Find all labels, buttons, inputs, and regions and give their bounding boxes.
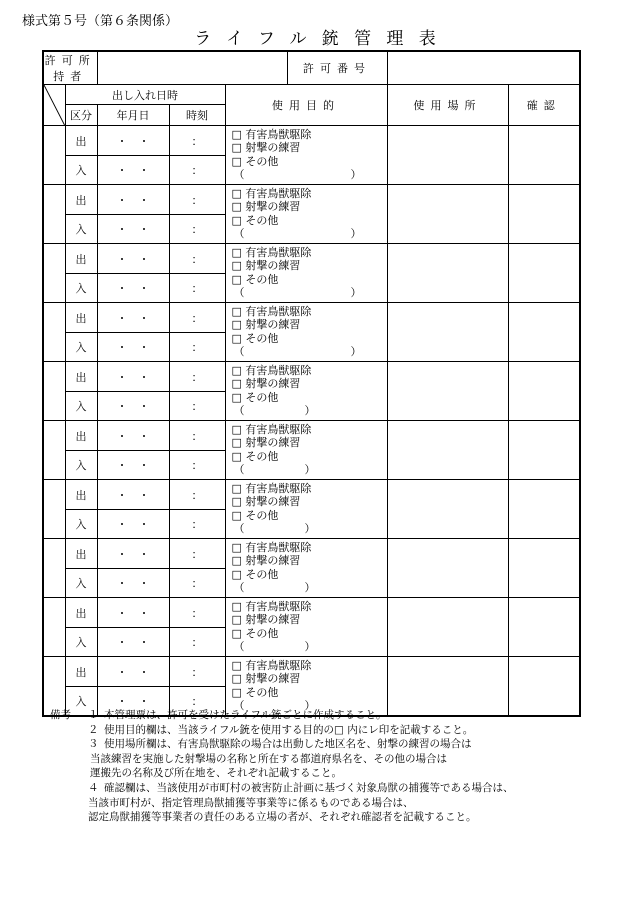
purpose-options	[225, 539, 387, 598]
category-out: 出	[65, 362, 97, 392]
paren-open: （	[233, 463, 245, 477]
in-date-field[interactable]: ・ ・	[97, 333, 169, 362]
checkbox-shooting-practice[interactable]: □ 射撃の練習	[231, 200, 301, 214]
paren-close: ）	[304, 699, 316, 713]
out-date-field[interactable]: ・ ・	[97, 244, 169, 274]
confirm-field[interactable]	[508, 185, 580, 244]
notes-heading	[50, 737, 88, 752]
checkbox-other[interactable]: □ その他	[231, 154, 279, 168]
row-marker-cell	[43, 185, 65, 244]
checkbox-harmful-animal-control[interactable]: □ 有害鳥獣駆除	[231, 541, 312, 554]
row-marker-cell	[43, 303, 65, 362]
note-line	[50, 708, 610, 723]
in-time-field[interactable]: ：	[169, 687, 225, 716]
note-number: １	[88, 709, 99, 721]
checkbox-harmful-animal-control[interactable]: □ 有害鳥獣駆除	[231, 187, 312, 200]
category-in: 入	[65, 392, 97, 421]
out-date-field[interactable]: ・ ・	[97, 362, 169, 392]
paren-open: （	[233, 581, 245, 595]
entry-out-row	[43, 244, 580, 274]
note-line	[50, 781, 610, 796]
in-date-field[interactable]: ・ ・	[97, 274, 169, 303]
purpose-header: 使用目的	[225, 85, 387, 126]
purpose-options	[225, 244, 387, 303]
place-field[interactable]	[387, 480, 508, 539]
note-indent	[50, 796, 88, 811]
note-number: ３	[88, 738, 99, 751]
place-field[interactable]	[387, 539, 508, 598]
category-out: 出	[65, 657, 97, 687]
confirm-field[interactable]	[508, 539, 580, 598]
note-line	[50, 810, 610, 825]
paren-open: （	[233, 699, 245, 713]
paren-open: （	[233, 286, 245, 300]
paren-close: ）	[350, 227, 362, 241]
checkbox-harmful-animal-control[interactable]: □ 有害鳥獣駆除	[231, 305, 312, 318]
confirm-field[interactable]	[508, 421, 580, 480]
place-field[interactable]	[387, 362, 508, 421]
purpose-options	[225, 126, 387, 185]
in-time-field[interactable]: ：	[169, 392, 225, 421]
paren-open: （	[233, 345, 245, 359]
row-marker-cell	[43, 480, 65, 539]
confirm-field[interactable]	[508, 598, 580, 657]
note-text: 確認欄は、当該使用が市町村の被害防止計画に基づく対象鳥獣の捕獲等である場合は、	[104, 781, 514, 794]
checkbox-other[interactable]: □ その他	[231, 685, 279, 699]
checkbox-other[interactable]: □ その他	[231, 390, 279, 404]
paren-close: ）	[304, 404, 316, 418]
checkbox-other[interactable]: □ その他	[231, 626, 279, 640]
note-text: 当該市町村が、指定管理鳥獣捕獲等事業等に係るものである場合は、	[88, 796, 414, 809]
paren-close: ）	[350, 286, 362, 300]
out-date-field[interactable]: ・ ・	[97, 539, 169, 569]
out-time-field[interactable]: ：	[169, 657, 225, 687]
purpose-options	[225, 185, 387, 244]
in-date-field[interactable]: ・ ・	[97, 687, 169, 716]
category-in: 入	[65, 215, 97, 244]
note-text: 使用目的欄は、当該ライフル銃を使用する目的の□ 内にレ印を記載すること。	[104, 723, 474, 736]
category-in: 入	[65, 274, 97, 303]
out-time-field[interactable]: ：	[169, 244, 225, 274]
checkbox-harmful-animal-control[interactable]: □ 有害鳥獣駆除	[231, 482, 312, 495]
category-in: 入	[65, 510, 97, 539]
paren-open: （	[233, 522, 245, 536]
category-out: 出	[65, 126, 97, 156]
row-marker-cell	[43, 657, 65, 716]
note-text: 使用場所欄は、有害鳥獣駆除の場合は出動した地区名を、射撃の練習の場合は	[104, 738, 472, 751]
checkbox-other[interactable]: □ その他	[231, 508, 279, 522]
in-time-field[interactable]: ：	[169, 156, 225, 185]
out-time-field[interactable]: ：	[169, 539, 225, 569]
purpose-options	[225, 303, 387, 362]
entry-out-row	[43, 539, 580, 569]
checkbox-harmful-animal-control[interactable]: □ 有害鳥獣駆除	[231, 600, 312, 613]
category-header: 区分	[65, 105, 97, 126]
entry-out-row	[43, 303, 580, 333]
note-line	[50, 723, 610, 738]
diagonal-corner-cell	[43, 85, 65, 126]
in-time-field[interactable]: ：	[169, 628, 225, 657]
note-text: 当該練習を実施した射撃場の名称と所在する都道府県名を、その他の場合は	[90, 752, 447, 765]
checkbox-harmful-animal-control[interactable]: □ 有害鳥獣駆除	[231, 246, 312, 259]
note-line	[50, 796, 610, 811]
place-field[interactable]	[387, 657, 508, 716]
inout-datetime-header: 出し入れ日時	[65, 85, 225, 105]
confirm-field[interactable]	[508, 244, 580, 303]
purpose-options	[225, 657, 387, 716]
entry-out-row	[43, 126, 580, 156]
other-detail-field[interactable]	[232, 463, 316, 476]
note-indent	[50, 766, 90, 781]
row-marker-cell	[43, 598, 65, 657]
category-out: 出	[65, 421, 97, 451]
out-time-field[interactable]: ：	[169, 303, 225, 333]
place-field[interactable]	[387, 421, 508, 480]
checkbox-shooting-practice[interactable]: □ 射撃の練習	[231, 613, 301, 627]
purpose-options	[225, 421, 387, 480]
paren-close: ）	[304, 581, 316, 595]
category-in: 入	[65, 628, 97, 657]
paren-open: （	[233, 640, 245, 654]
confirm-field[interactable]	[508, 657, 580, 716]
time-header: 時刻	[169, 105, 225, 126]
permit-number-label: 許可番号	[287, 51, 387, 85]
note-number: ４	[88, 781, 99, 794]
row-marker-cell	[43, 539, 65, 598]
checkbox-other[interactable]: □ その他	[231, 567, 279, 581]
category-out: 出	[65, 539, 97, 569]
paren-close: ）	[304, 522, 316, 536]
checkbox-harmful-animal-control[interactable]: □ 有害鳥獣駆除	[231, 364, 312, 377]
out-time-field[interactable]: ：	[169, 480, 225, 510]
checkbox-shooting-practice[interactable]: □ 射撃の練習	[231, 377, 301, 391]
note-text: 認定鳥獣捕獲等事業者の責任のある立場の者が、それぞれ確認者を記載すること。	[88, 811, 477, 824]
category-out: 出	[65, 303, 97, 333]
other-detail-field[interactable]	[232, 581, 316, 594]
out-time-field[interactable]: ：	[169, 421, 225, 451]
place-field[interactable]	[387, 303, 508, 362]
confirm-field[interactable]	[508, 303, 580, 362]
out-date-field[interactable]: ・ ・	[97, 303, 169, 333]
in-date-field[interactable]: ・ ・	[97, 628, 169, 657]
entry-out-row	[43, 185, 580, 215]
in-date-field[interactable]: ・ ・	[97, 156, 169, 185]
out-time-field[interactable]: ：	[169, 598, 225, 628]
entry-out-row	[43, 657, 580, 687]
other-detail-field[interactable]	[232, 286, 362, 299]
place-field[interactable]	[387, 244, 508, 303]
note-indent	[50, 810, 88, 825]
in-date-field[interactable]: ・ ・	[97, 215, 169, 244]
page-title: ライフル銃管理表	[194, 29, 451, 49]
in-time-field[interactable]: ：	[169, 510, 225, 539]
category-in: 入	[65, 333, 97, 362]
other-detail-field[interactable]	[232, 522, 316, 535]
checkbox-harmful-animal-control[interactable]: □ 有害鳥獣駆除	[231, 659, 312, 672]
in-time-field[interactable]: ：	[169, 569, 225, 598]
in-date-field[interactable]: ・ ・	[97, 510, 169, 539]
in-date-field[interactable]: ・ ・	[97, 569, 169, 598]
note-line	[50, 737, 610, 752]
other-detail-field[interactable]	[232, 640, 316, 653]
out-date-field[interactable]: ・ ・	[97, 126, 169, 156]
category-out: 出	[65, 185, 97, 215]
purpose-options	[225, 598, 387, 657]
paren-open: （	[233, 227, 245, 241]
category-in: 入	[65, 569, 97, 598]
checkbox-harmful-animal-control[interactable]: □ 有害鳥獣駆除	[231, 423, 312, 436]
other-detail-field[interactable]	[232, 404, 316, 417]
form-number-label: 様式第５号（第６条関係）	[22, 14, 179, 29]
place-header: 使用場所	[387, 85, 508, 126]
note-line	[50, 752, 610, 767]
place-field[interactable]	[387, 598, 508, 657]
checkbox-shooting-practice[interactable]: □ 射撃の練習	[231, 554, 301, 568]
in-date-field[interactable]: ・ ・	[97, 451, 169, 480]
purpose-options	[225, 362, 387, 421]
out-time-field[interactable]: ：	[169, 362, 225, 392]
entry-out-row	[43, 480, 580, 510]
permit-holder-label: 許可所持者	[43, 51, 97, 85]
row-marker-cell	[43, 362, 65, 421]
checkbox-shooting-practice[interactable]: □ 射撃の練習	[231, 318, 301, 332]
category-in: 入	[65, 451, 97, 480]
category-out: 出	[65, 480, 97, 510]
checkbox-shooting-practice[interactable]: □ 射撃の練習	[231, 672, 301, 686]
row-marker-cell	[43, 126, 65, 185]
checkbox-harmful-animal-control[interactable]: □ 有害鳥獣駆除	[231, 128, 312, 141]
checkbox-other[interactable]: □ その他	[231, 331, 279, 345]
note-line	[50, 766, 610, 781]
diagonal-line	[44, 85, 65, 125]
confirm-field[interactable]	[508, 362, 580, 421]
category-in: 入	[65, 687, 97, 716]
in-time-field[interactable]: ：	[169, 215, 225, 244]
checkbox-shooting-practice[interactable]: □ 射撃の練習	[231, 141, 301, 155]
in-time-field[interactable]: ：	[169, 274, 225, 303]
checkbox-other[interactable]: □ その他	[231, 213, 279, 227]
note-number: ２	[88, 723, 99, 736]
rifle-management-table	[42, 50, 581, 717]
in-time-field[interactable]: ：	[169, 451, 225, 480]
checkbox-shooting-practice[interactable]: □ 射撃の練習	[231, 495, 301, 509]
confirm-header: 確認	[508, 85, 580, 126]
checkbox-shooting-practice[interactable]: □ 射撃の練習	[231, 436, 301, 450]
category-out: 出	[65, 598, 97, 628]
notes-heading	[50, 723, 88, 738]
out-date-field[interactable]: ・ ・	[97, 657, 169, 687]
out-time-field[interactable]: ：	[169, 126, 225, 156]
paren-close: ）	[350, 345, 362, 359]
note-text: 本管理票は、許可を受けたライフル銃ごとに作成すること。	[104, 709, 387, 721]
in-time-field[interactable]: ：	[169, 333, 225, 362]
category-out: 出	[65, 244, 97, 274]
notes-heading: 備考	[50, 709, 71, 721]
checkbox-shooting-practice[interactable]: □ 射撃の練習	[231, 259, 301, 273]
date-header: 年月日	[97, 105, 169, 126]
notes-heading	[50, 781, 88, 796]
out-time-field[interactable]: ：	[169, 185, 225, 215]
place-field[interactable]	[387, 126, 508, 185]
permit-number-field[interactable]	[387, 51, 580, 85]
in-date-field[interactable]: ・ ・	[97, 392, 169, 421]
row-marker-cell	[43, 421, 65, 480]
row-marker-cell	[43, 244, 65, 303]
purpose-options	[225, 480, 387, 539]
other-detail-field[interactable]	[232, 168, 362, 181]
confirm-field[interactable]	[508, 126, 580, 185]
entry-out-row	[43, 421, 580, 451]
note-text: 運搬先の名称及び所在地を、それぞれ記載すること。	[90, 767, 342, 780]
out-date-field[interactable]: ・ ・	[97, 421, 169, 451]
other-detail-field[interactable]	[232, 227, 362, 240]
paren-close: ）	[304, 463, 316, 477]
paren-open: （	[233, 404, 245, 418]
out-date-field[interactable]: ・ ・	[97, 480, 169, 510]
paren-close: ）	[350, 168, 362, 182]
entry-out-row	[43, 362, 580, 392]
confirm-field[interactable]	[508, 480, 580, 539]
place-field[interactable]	[387, 185, 508, 244]
notes-section	[50, 708, 610, 825]
out-date-field[interactable]: ・ ・	[97, 598, 169, 628]
other-detail-field[interactable]	[232, 345, 362, 358]
permit-holder-field[interactable]	[97, 51, 287, 85]
paren-close: ）	[304, 640, 316, 654]
out-date-field[interactable]: ・ ・	[97, 185, 169, 215]
checkbox-other[interactable]: □ その他	[231, 449, 279, 463]
checkbox-other[interactable]: □ その他	[231, 272, 279, 286]
note-indent	[50, 752, 90, 767]
entry-out-row	[43, 598, 580, 628]
paren-open: （	[233, 168, 245, 182]
category-in: 入	[65, 156, 97, 185]
